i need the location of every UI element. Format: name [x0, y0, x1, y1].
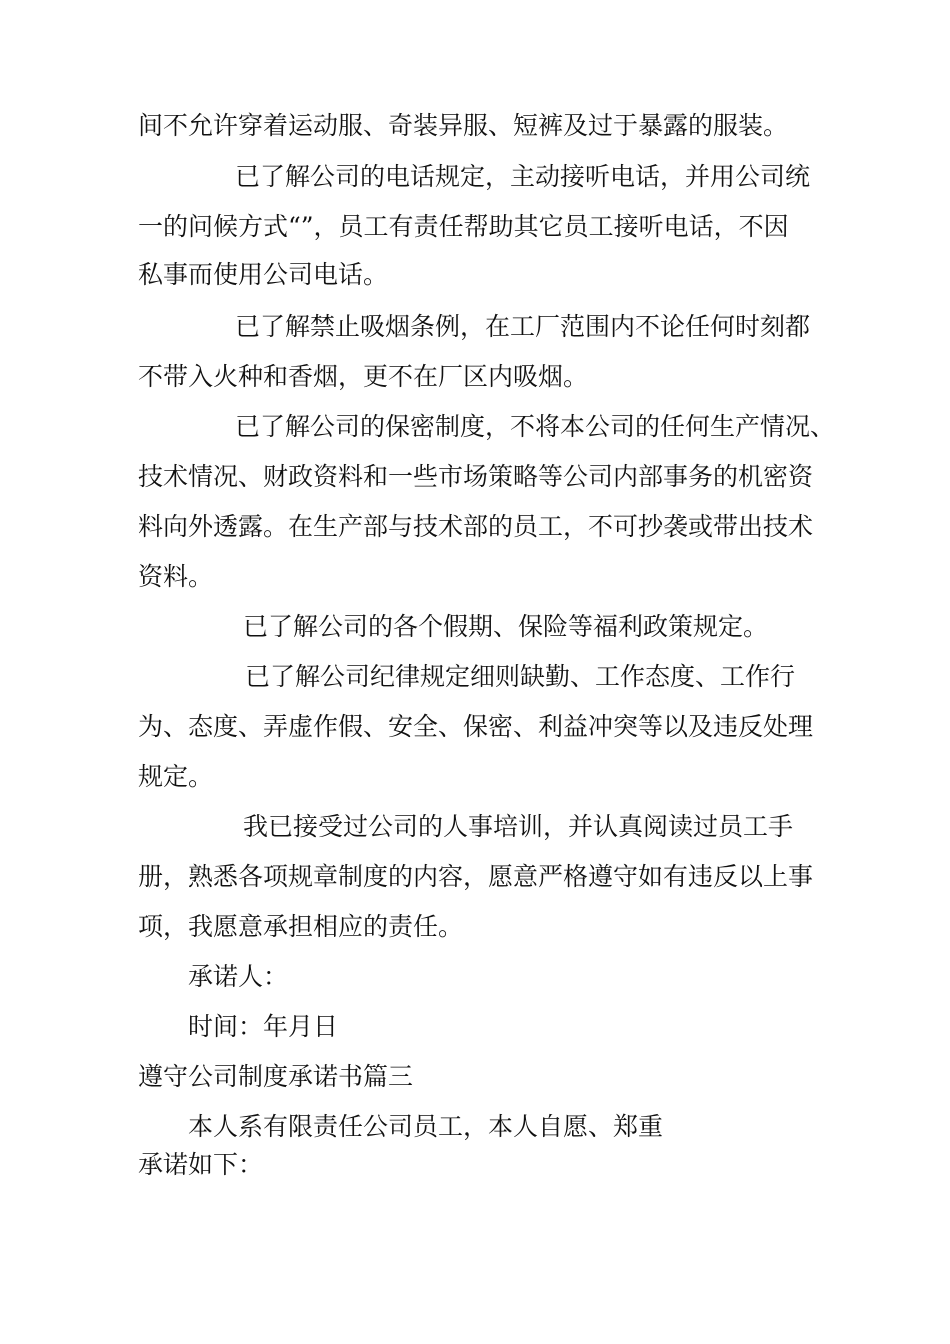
text-line: 我已接受过公司的人事培训，并认真阅读过员工手	[243, 812, 794, 841]
text-line: 已了解公司纪律规定细则缺勤、工作态度、工作行	[245, 662, 796, 691]
text-line: 已了解公司的保密制度，不将本公司的任何生产情况、	[235, 412, 836, 441]
text-line: 项，我愿意承担相应的责任。	[138, 912, 464, 941]
text-line: 已了解公司的各个假期、保险等福利政策规定。	[243, 612, 769, 641]
text-line: 已了解公司的电话规定，主动接听电话，并用公司统	[235, 162, 811, 191]
text-line: 册，熟悉各项规章制度的内容，愿意严格遵守如有违反以上事	[138, 862, 814, 891]
section-heading: 遵守公司制度承诺书篇三	[138, 1062, 414, 1091]
text-line: 为、态度、弄虚作假、安全、保密、利益冲突等以及违反处理	[138, 712, 814, 741]
signature-label: 承诺人：	[188, 962, 289, 991]
text-line: 本人系有限责任公司员工，本人自愿、郑重	[188, 1112, 664, 1141]
text-line: 一的问候方式“”，员工有责任帮助其它员工接听电话，不因	[138, 212, 789, 241]
text-line: 技术情况、财政资料和一些市场策略等公司内部事务的机密资	[138, 462, 814, 491]
text-line: 资料。	[138, 562, 214, 591]
text-line: 承诺如下：	[138, 1150, 264, 1179]
text-line: 料向外透露。在生产部与技术部的员工，不可抄袭或带出技术	[138, 512, 814, 541]
text-line: 私事而使用公司电话。	[138, 260, 389, 289]
text-line: 不带入火种和香烟，更不在厂区内吸烟。	[138, 362, 589, 391]
text-line: 已了解禁止吸烟条例，在工厂范围内不论任何时刻都	[235, 312, 811, 341]
text-line: 规定。	[138, 762, 214, 791]
date-label: 时间：年月日	[188, 1012, 339, 1041]
text-line: 间不允许穿着运动服、奇装异服、短裤及过于暴露的服装。	[138, 111, 789, 140]
